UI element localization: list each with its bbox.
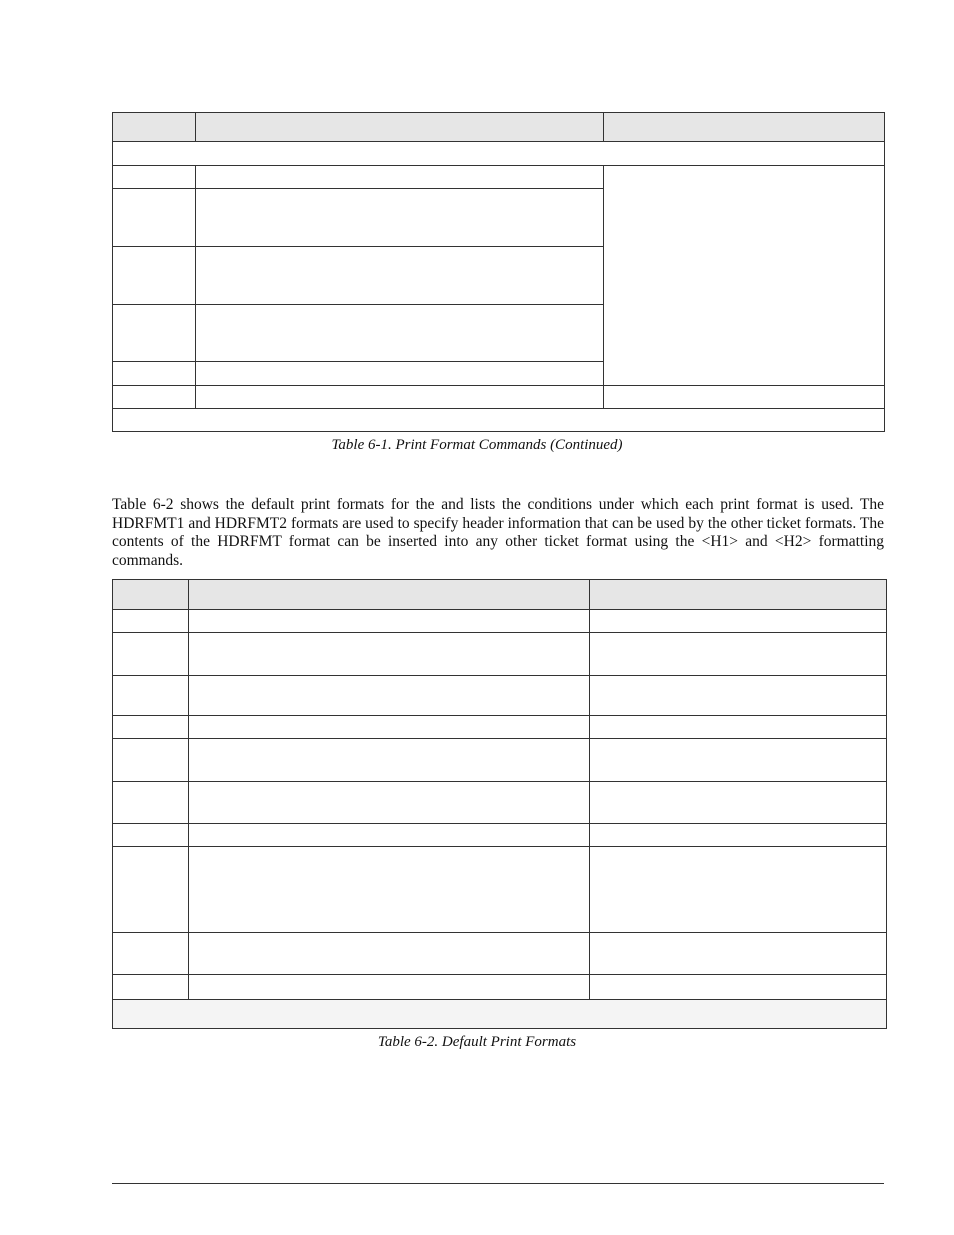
- table2-cell: [590, 676, 887, 716]
- table1-cell: [113, 189, 196, 247]
- table2-cell: [189, 933, 590, 975]
- table2-cell: [113, 739, 189, 782]
- table-row: [113, 975, 887, 1000]
- table2-cell: [113, 610, 189, 633]
- table2-header-cell-default: [189, 580, 590, 610]
- table1-header-row: [113, 113, 885, 142]
- table2-cell: [590, 782, 887, 824]
- table2-cell: [113, 676, 189, 716]
- table1-header-cell-description: [196, 113, 604, 142]
- table2-cell: [113, 847, 189, 933]
- table1-caption: Table 6-1. Print Format Commands (Continued): [331, 437, 623, 453]
- table-row: [113, 633, 887, 676]
- table1-cell: [113, 362, 196, 386]
- table2-cell: [590, 633, 887, 676]
- table-row: [113, 676, 887, 716]
- table2-cell: [590, 933, 887, 975]
- table1-header-cell-command: [113, 113, 196, 142]
- table-row: [113, 610, 887, 633]
- table2-cell: [189, 782, 590, 824]
- table1-cell: [113, 166, 196, 189]
- table1-cell: [196, 166, 604, 189]
- table2-cell: [590, 716, 887, 739]
- table2-cell: [189, 847, 590, 933]
- table1-cell: [196, 247, 604, 305]
- table2-cell: [189, 676, 590, 716]
- table-row: [113, 933, 887, 975]
- table2-cell: [590, 824, 887, 847]
- table1-section-row: [113, 142, 885, 166]
- table1-footer-row: [113, 409, 885, 432]
- table2-cell: [113, 824, 189, 847]
- table2-header-cell-format: [113, 580, 189, 610]
- table1-footer-cell: [113, 409, 885, 432]
- table2-cell: [113, 716, 189, 739]
- table2-cell: [590, 610, 887, 633]
- table1-cell: [196, 305, 604, 362]
- table1-cell: [196, 386, 604, 409]
- table2-header-row: [113, 580, 887, 610]
- table2-cell: [189, 633, 590, 676]
- table-row: [113, 847, 887, 933]
- footer-divider: [112, 1183, 884, 1184]
- table2-cell: [113, 782, 189, 824]
- table2-header-cell-used: [590, 580, 887, 610]
- table1-cell: [113, 305, 196, 362]
- table-row: [113, 824, 887, 847]
- print-format-commands-table: [112, 112, 885, 432]
- table2-caption: Table 6-2. Default Print Formats: [377, 1034, 577, 1050]
- table-row: [113, 739, 887, 782]
- table2-cell: [113, 933, 189, 975]
- default-print-formats-table: [112, 579, 887, 1029]
- table2-cell: [113, 633, 189, 676]
- table2-cell: [189, 975, 590, 1000]
- table2-cell: [189, 824, 590, 847]
- table-row: [113, 386, 885, 409]
- table1-header-cell-supported: [604, 113, 885, 142]
- table2-cell: [590, 739, 887, 782]
- table-row: [113, 166, 885, 189]
- table2-cell: [590, 847, 887, 933]
- table1-cell: [113, 247, 196, 305]
- table1-cell: [604, 386, 885, 409]
- table2-cell: [189, 610, 590, 633]
- table2-cell: [113, 975, 189, 1000]
- table1-cell: [113, 386, 196, 409]
- table1-cell: [196, 362, 604, 386]
- table-row: [113, 716, 887, 739]
- table1-section-cell: [113, 142, 885, 166]
- table2-cell: [590, 975, 887, 1000]
- table1-cell: [196, 189, 604, 247]
- table1-merged-cell: [604, 166, 885, 386]
- intro-paragraph: Table 6-2 shows the default print formats for the and lists the conditions under which each print format is used. The HDRFMT1 and HDRFMT2 formats are used to specify header information that can be used by the other ticket formats. The contents of the HDRFMT format can be inserted into any other ticket format using the <H1> and <H2> formatting commands.: [112, 496, 884, 569]
- table2-cell: [189, 716, 590, 739]
- table2-footer-row: [113, 1000, 887, 1029]
- table2-footer-cell: [113, 1000, 887, 1029]
- table-row: [113, 782, 887, 824]
- table2-cell: [189, 739, 590, 782]
